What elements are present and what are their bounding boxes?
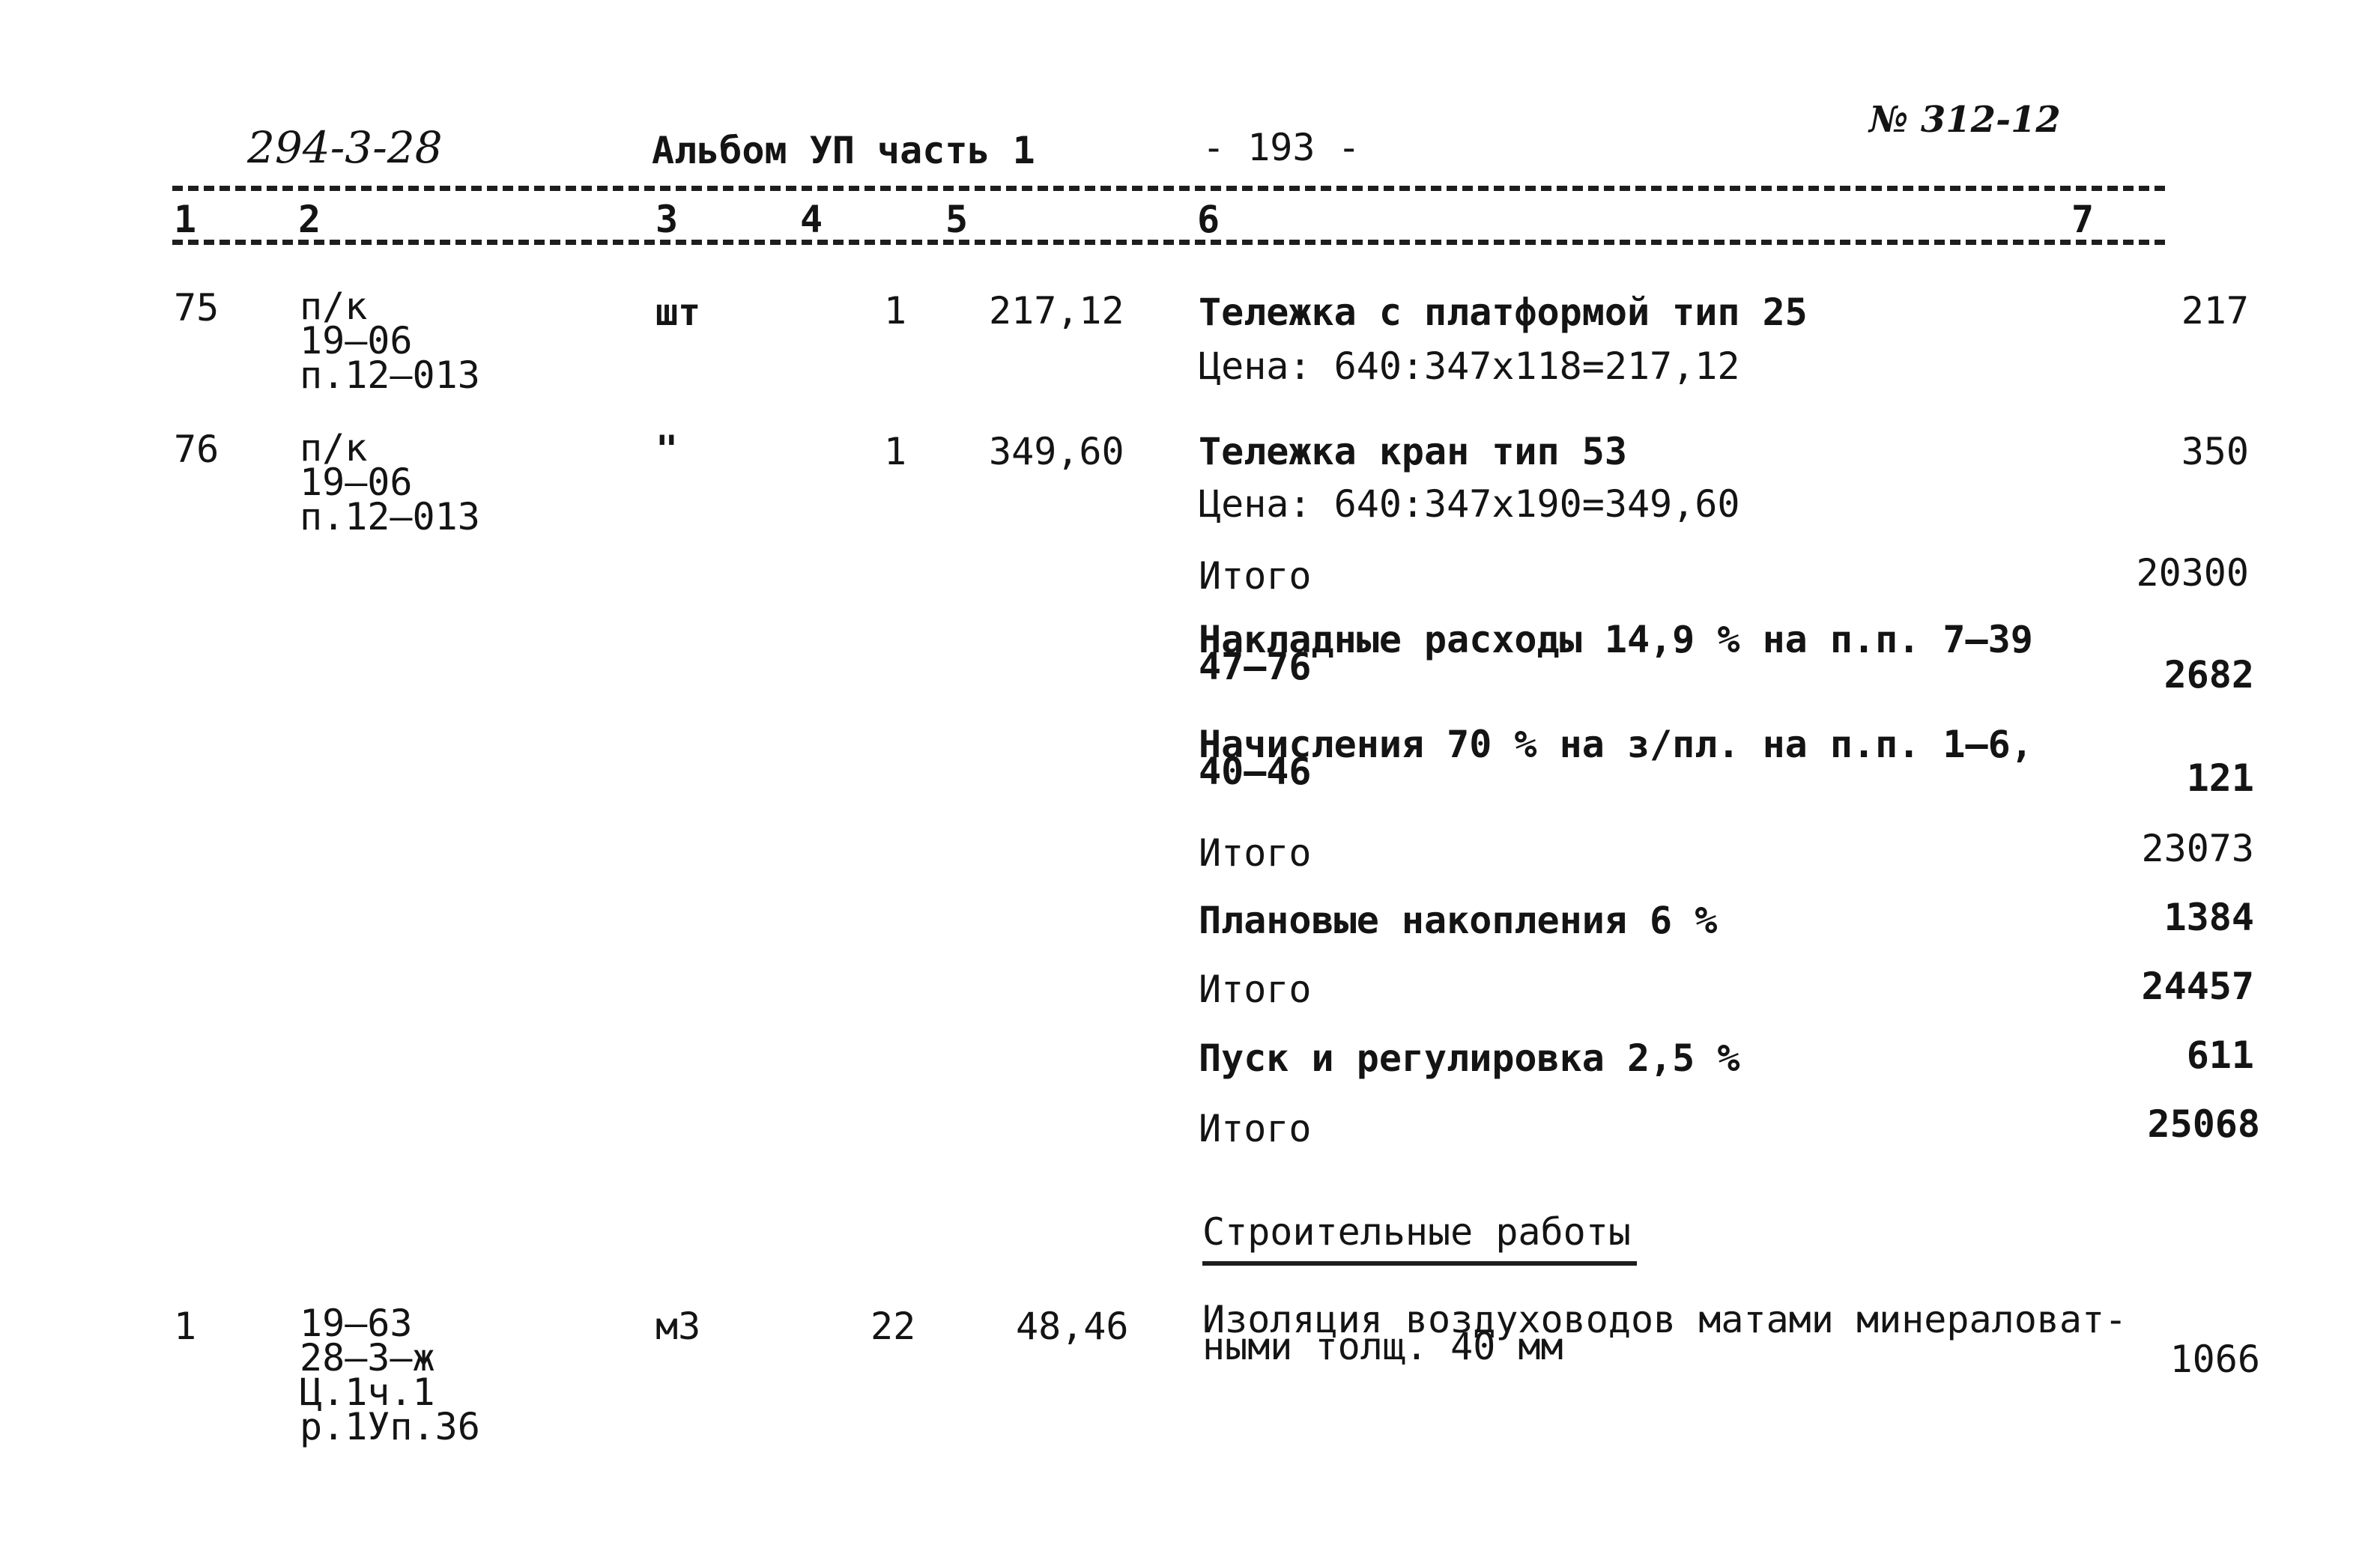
row-total: 1066: [2169, 1338, 2260, 1381]
row-unit-price: 217,12: [989, 289, 1124, 333]
row-quantity: 1: [884, 430, 907, 473]
row-reference: п/к 19–06 п.12–013: [300, 285, 480, 397]
column-number-4: 4: [800, 198, 823, 241]
header-dashed-line-bottom: [172, 240, 2165, 245]
summary-value: 23073: [2141, 827, 2254, 870]
page-number: - 193 -: [1202, 126, 1360, 169]
row-total: 217: [2181, 289, 2249, 333]
section-title-underline: [1202, 1261, 1637, 1266]
column-number-7: 7: [2071, 198, 2095, 241]
summary-value: 24457: [2141, 965, 2254, 1008]
row-description: Изоляция воздуховодов матами минераловат- ными толщ. 40 мм: [1202, 1298, 2128, 1368]
summary-label: Итого: [1199, 1107, 1312, 1150]
row-quantity: 1: [884, 289, 907, 333]
row-number: 76: [174, 428, 219, 471]
summary-label: Итого: [1199, 554, 1312, 598]
summary-label: Начисления 70 % на з/пл. на п.п. 1–6, 40–46: [1199, 723, 2033, 793]
row-description: Тележка с платформой тип 25: [1199, 291, 1808, 334]
row-unit: шт: [655, 291, 701, 334]
section-title: Строительные работы: [1202, 1210, 1631, 1254]
row-total: 350: [2181, 430, 2249, 473]
header-dashed-line-top: [172, 186, 2165, 191]
column-number-2: 2: [298, 198, 321, 241]
row-price-calculation: Цена: 640:347х118=217,12: [1199, 345, 1740, 388]
summary-value: 25068: [2147, 1102, 2260, 1146]
summary-value: 2682: [2164, 653, 2254, 696]
column-number-1: 1: [174, 198, 197, 241]
column-number-5: 5: [945, 198, 969, 241]
row-number: 1: [174, 1305, 197, 1348]
summary-value: 121: [2186, 756, 2254, 800]
summary-value: 611: [2186, 1034, 2254, 1077]
summary-label: Итого: [1199, 968, 1312, 1011]
row-unit-price: 349,60: [989, 430, 1124, 473]
row-description: Тележка кран тип 53: [1199, 430, 1627, 473]
row-reference: 19–63 28–3–ж Ц.1ч.1 р.1Уп.36: [300, 1302, 480, 1448]
row-unit: м3: [655, 1305, 701, 1348]
summary-label: Пуск и регулировка 2,5 %: [1199, 1037, 1740, 1080]
summary-value: 1384: [2164, 896, 2254, 939]
row-unit-price: 48,46: [1016, 1305, 1129, 1348]
row-quantity: 22: [870, 1305, 916, 1348]
row-unit: ": [655, 428, 679, 471]
summary-label: Плановые накопления 6 %: [1199, 899, 1718, 942]
summary-label: Накладные расходы 14,9 % на п.п. 7–39 47–76: [1199, 618, 2033, 688]
document-code: 294-3-28: [247, 122, 443, 173]
column-number-3: 3: [655, 198, 679, 241]
summary-value: 20300: [2136, 551, 2249, 595]
album-title: Альбом УП часть 1: [652, 129, 1035, 172]
summary-label: Итого: [1199, 831, 1312, 875]
row-price-calculation: Цена: 640:347х190=349,60: [1199, 482, 1740, 526]
handwritten-stamp: № 312-12: [1869, 99, 2061, 141]
row-number: 75: [174, 286, 219, 330]
row-reference: п/к 19–06 п.12–013: [300, 426, 480, 538]
column-number-6: 6: [1197, 198, 1220, 241]
